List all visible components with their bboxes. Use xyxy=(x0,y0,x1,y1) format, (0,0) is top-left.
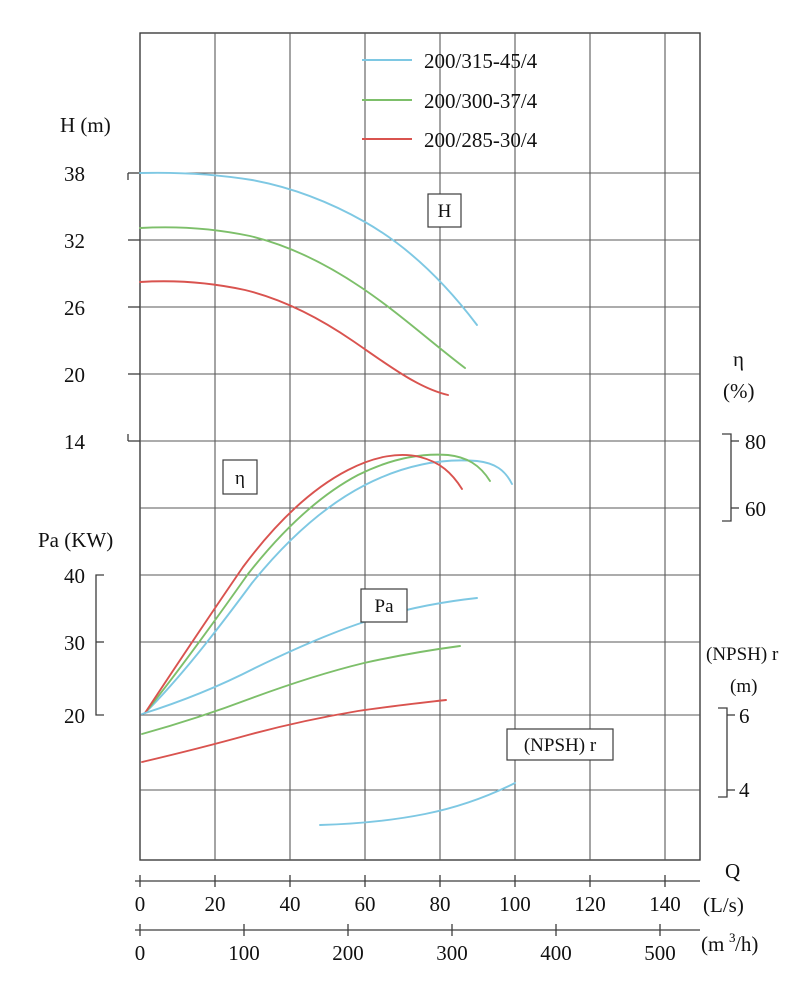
eta-curves xyxy=(145,455,512,713)
head-axis-label: H (m) xyxy=(60,113,111,137)
head-curve-200-300-37-4 xyxy=(140,227,465,368)
eta-axis-symbol: η xyxy=(733,347,744,371)
head-curve-200-285-30-4 xyxy=(140,281,448,395)
power-curve-200-285-30-4 xyxy=(142,700,446,762)
x-tick-m3h-400: 400 xyxy=(540,941,572,965)
x-axis-primary-labels xyxy=(135,892,681,916)
tag-h-label: H xyxy=(437,201,452,222)
npsh-axis-label xyxy=(706,644,779,697)
x-tick-ls-20: 20 xyxy=(204,892,226,916)
power-tick-40: 40 xyxy=(64,564,85,588)
x-tick-ls-100: 100 xyxy=(499,892,531,916)
x-tick-m3h-300: 300 xyxy=(436,941,468,965)
npsh-tick-6: 6 xyxy=(739,704,750,728)
npsh-axis-unit: (m) xyxy=(730,676,758,697)
flow-axis-label: Q xyxy=(725,859,741,883)
flow-unit-suffix: /h) xyxy=(735,932,759,956)
legend-label-0: 200/315-45/4 xyxy=(424,49,538,73)
power-bracket xyxy=(96,575,104,715)
plot-frame xyxy=(140,33,700,860)
legend-label-2: 200/285-30/4 xyxy=(424,128,538,152)
eta-curve-200-285-30-4 xyxy=(145,455,462,713)
x-tick-m3h-0: 0 xyxy=(134,941,146,965)
npsh-curve-200-315-45-4 xyxy=(320,783,515,825)
x-tick-ls-60: 60 xyxy=(354,892,376,916)
power-curve-200-315-45-4 xyxy=(142,598,477,714)
tag-pa xyxy=(361,589,407,622)
flow-axis-unit-m3h xyxy=(701,930,758,956)
power-curve-200-300-37-4 xyxy=(142,646,460,734)
head-curves xyxy=(140,173,477,395)
power-tick-labels xyxy=(64,564,85,728)
x-tick-m3h-200: 200 xyxy=(332,941,364,965)
power-tick-20: 20 xyxy=(64,704,85,728)
x-tick-ls-40: 40 xyxy=(279,892,301,916)
eta-tick-60: 60 xyxy=(745,497,766,521)
head-tick-38: 38 xyxy=(64,162,85,186)
x-tick-ls-0: 0 xyxy=(134,892,146,916)
eta-tick-labels xyxy=(745,430,766,521)
head-curve-200-315-45-4 xyxy=(140,173,477,325)
flow-unit-prefix: (m xyxy=(701,932,725,956)
x-tick-ls-80: 80 xyxy=(429,892,451,916)
legend-label-1: 200/300-37/4 xyxy=(424,89,538,113)
flow-axis-unit-ls: (L/s) xyxy=(703,893,744,917)
legend xyxy=(362,49,538,152)
x-tick-m3h-100: 100 xyxy=(228,941,260,965)
head-tick-32: 32 xyxy=(64,229,85,253)
head-tick-marks xyxy=(128,173,140,441)
x-tick-m3h-500: 500 xyxy=(644,941,676,965)
head-tick-labels xyxy=(64,162,86,454)
eta-axis-unit: (%) xyxy=(723,379,755,403)
head-tick-20: 20 xyxy=(64,363,85,387)
npsh-bracket xyxy=(718,708,735,797)
tag-h xyxy=(428,194,461,227)
npsh-curves xyxy=(320,783,515,825)
head-tick-14: 14 xyxy=(64,430,85,454)
tag-eta-label: η xyxy=(235,468,245,489)
eta-curve-200-300-37-4 xyxy=(145,455,490,713)
npsh-tick-4: 4 xyxy=(739,778,750,802)
power-curves xyxy=(142,598,477,762)
eta-tick-80: 80 xyxy=(745,430,766,454)
x-tick-ls-120: 120 xyxy=(574,892,606,916)
power-tick-30: 30 xyxy=(64,631,85,655)
npsh-tick-labels xyxy=(739,704,750,802)
npsh-axis-name: (NPSH) r xyxy=(706,644,779,665)
x-tick-ls-140: 140 xyxy=(649,892,681,916)
eta-axis-label xyxy=(723,347,754,403)
tag-eta xyxy=(223,460,257,494)
flow-unit-superscript: 3 xyxy=(729,930,736,945)
eta-bracket xyxy=(722,434,739,521)
tag-pa-label: Pa xyxy=(374,596,394,617)
x-axis-secondary-labels xyxy=(135,941,676,965)
power-axis-label: Pa (KW) xyxy=(38,528,114,552)
eta-curve-200-315-45-4 xyxy=(145,460,512,713)
head-tick-26: 26 xyxy=(64,296,85,320)
tag-npsh xyxy=(507,729,613,760)
tag-npsh-label: (NPSH) r xyxy=(523,735,597,756)
